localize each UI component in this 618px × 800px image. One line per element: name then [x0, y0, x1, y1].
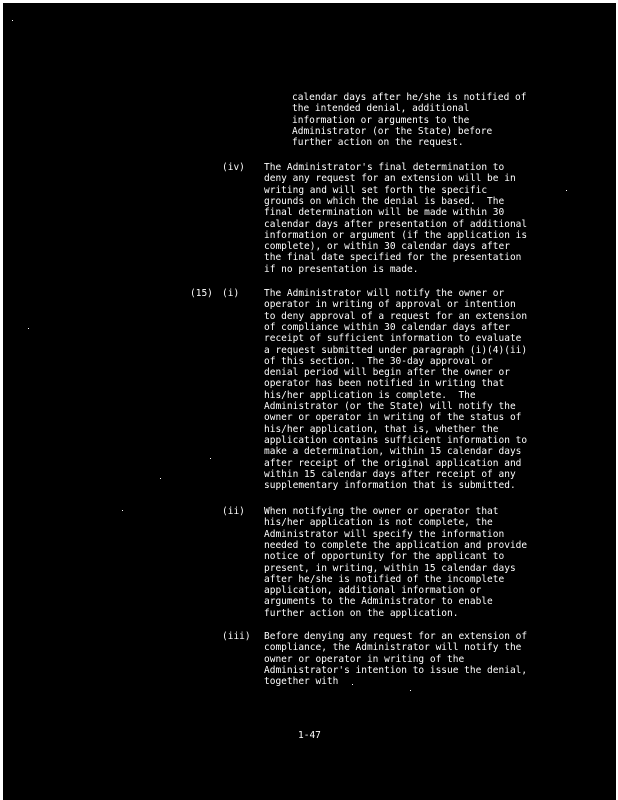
text-line: The Administrator's final determination to: [264, 162, 505, 173]
text-line: information or argument (if the application is: [264, 229, 528, 241]
text-line: supplementary information that is submitted.: [264, 480, 516, 492]
text-line: of compliance within 30 calendar days after: [264, 321, 510, 333]
subparagraph-label: (iii): [222, 631, 251, 642]
text-line: together with: [264, 676, 339, 688]
scan-speck: [352, 684, 353, 685]
text-line: the final date specified for the presentation: [264, 252, 522, 264]
scan-speck: [12, 20, 13, 21]
text-line: deny any request for an extension will be in: [264, 173, 516, 185]
page-number: 1-47: [298, 730, 321, 741]
scan-speck: [410, 690, 411, 691]
text-line: Administrator's intention to issue the denial,: [264, 664, 528, 676]
text-line: Administrator (or the State) before: [292, 125, 493, 137]
scan-speck: [210, 458, 211, 459]
text-line: operator in writing of approval or intention: [264, 299, 516, 311]
text-line: further action on the application.: [264, 607, 459, 619]
text-line: receipt of sufficient information to evaluate: [264, 333, 522, 345]
text-line: to deny approval of a request for an extension: [264, 310, 528, 322]
text-line: The Administrator will notify the owner or: [264, 288, 505, 299]
text-line: owner or operator in writing of the status of: [264, 412, 522, 424]
text-line: application, additional information or: [264, 585, 482, 597]
text-line: final determination will be made within 30: [264, 207, 505, 219]
text-line: of this section. The 30-day approval or: [264, 355, 493, 367]
scan-speck: [160, 478, 161, 479]
text-line: make a determination, within 15 calendar days: [264, 446, 522, 458]
scan-speck: [122, 510, 123, 511]
text-line: application contains sufficient information to: [264, 434, 528, 446]
text-line: calendar days after presentation of additional: [264, 218, 528, 230]
text-line: his/her application is complete. The: [264, 389, 476, 401]
text-line: after receipt of the original application and: [264, 457, 522, 469]
text-line: calendar days after he/she is notified of: [292, 92, 527, 103]
text-line: owner or operator in writing of the: [264, 653, 465, 665]
text-line: writing and will set forth the specific: [264, 184, 488, 196]
text-line: after he/she is notified of the incomplete: [264, 573, 505, 585]
text-line: arguments to the Administrator to enable: [264, 596, 493, 608]
text-line: his/her application, that is, whether the: [264, 423, 499, 435]
text-line: a request submitted under paragraph (i)(4)(ii): [264, 344, 528, 356]
subparagraph-label: (ii): [222, 506, 245, 517]
subparagraph-label: (i): [222, 288, 240, 299]
text-line: within 15 calendar days after receipt of any: [264, 468, 516, 480]
scan-speck: [566, 190, 567, 191]
text-line: complete), or within 30 calendar days after: [264, 241, 510, 253]
text-line: further action on the request.: [292, 137, 464, 149]
text-line: his/her application is not complete, the: [264, 517, 493, 529]
text-line: denial period will begin after the owner or: [264, 367, 510, 379]
text-line: Administrator (or the State) will notify the: [264, 401, 516, 412]
paragraph-number: (15): [190, 288, 213, 299]
text-line: Before denying any request for an extension of: [264, 631, 528, 642]
text-line: present, in writing, within 15 calendar days: [264, 562, 516, 574]
text-line: information or arguments to the: [292, 114, 470, 126]
subparagraph-label: (iv): [222, 162, 245, 173]
text-line: compliance, the Administrator will notify the: [264, 642, 522, 654]
scan-speck: [28, 328, 29, 329]
text-line: When notifying the owner or operator that: [264, 506, 499, 517]
text-line: needed to complete the application and provide: [264, 539, 528, 551]
text-line: the intended denial, additional: [292, 103, 470, 115]
text-line: grounds on which the denial is based. The: [264, 195, 505, 207]
text-line: Administrator will specify the information: [264, 528, 505, 540]
text-line: notice of opportunity for the applicant to: [264, 551, 505, 563]
text-line: if no presentation is made.: [264, 263, 419, 275]
text-line: operator has been notified in writing that: [264, 378, 505, 390]
